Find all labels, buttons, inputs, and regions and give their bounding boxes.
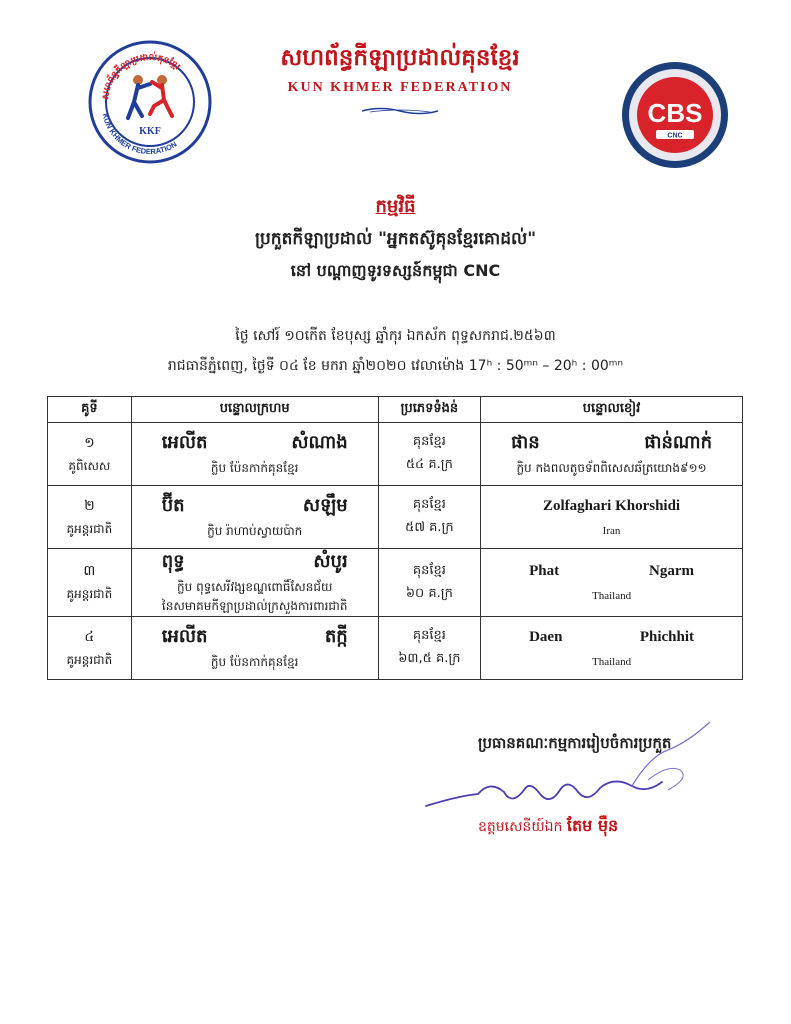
- event-name: ប្រកួតកីឡាប្រដាល់ "អ្នកតស៊ូគុនខ្មែរគោដល់": [254, 229, 537, 249]
- red-fighter-first-name: អេលីត: [161, 626, 208, 647]
- red-fighter-first-name: អេលីត: [161, 432, 208, 453]
- broadcast-venue: នៅ បណ្តាញទូរទស្សន៍កម្ពុជា CNC: [290, 261, 501, 280]
- kkf-logo: [88, 40, 212, 164]
- red-fighter-last-name: សំបូរ: [313, 551, 348, 572]
- header-red-corner: បន្ទោលក្រហម: [131, 397, 378, 423]
- bout-cell: [48, 617, 132, 680]
- red-fighter-first-name: ប៊ីត: [161, 495, 185, 516]
- cbs-logo: [620, 60, 730, 170]
- header-blue-corner: បន្ទោលខៀវ: [481, 397, 743, 423]
- program-title: កម្មវិធី: [375, 196, 416, 217]
- blue-fighter-name: Zolfaghari Khorshidi: [542, 497, 681, 514]
- weight-type: គុនខ្មែរ: [412, 562, 446, 578]
- red-fighter-first-name: ពុទ្ធ: [161, 551, 185, 572]
- red-fighter-last-name: តក្កី: [324, 626, 348, 647]
- red-fighter-club: ក្លិប ពុទ្ធសេរីវង្សខណ្ឌពោធិ៍សែនជ័យ: [177, 580, 333, 594]
- bout-number: ៤: [84, 628, 95, 645]
- red-corner-cell: [131, 423, 378, 486]
- table-row: [48, 549, 743, 617]
- bout-cell: [48, 549, 132, 617]
- weight-type: គុនខ្មែរ: [412, 628, 446, 643]
- bout-number: ៣: [83, 563, 96, 579]
- red-fighter-club: ក្លិប ប៉ែនកាក់គុនខ្មែរ: [210, 655, 299, 669]
- org-name-khmer: សហព័ន្ធកីឡាប្រដាល់គុនខ្មែរ: [280, 44, 520, 71]
- bout-category: គូអន្តរជាតិ: [66, 652, 113, 667]
- weight-type: គុនខ្មែរ: [412, 434, 446, 449]
- table-row: [48, 423, 743, 486]
- blue-corner-cell: [481, 423, 743, 486]
- blue-corner-cell: [481, 486, 743, 549]
- blue-corner-cell: [481, 617, 743, 680]
- blue-fighter-first-name: Daen: [529, 628, 563, 645]
- weight-value: ៦០ គ.ក្រ: [405, 585, 453, 601]
- weight-value: ៥៧ គ.ក្រ: [405, 520, 454, 535]
- svg-text:CBS: CBS: [647, 98, 703, 128]
- red-fighter-last-name: សឡឹម: [302, 495, 348, 516]
- svg-text:KKF: KKF: [139, 126, 161, 137]
- org-name-english: KUN KHMER FEDERATION: [287, 80, 513, 95]
- weight-cell: [378, 617, 480, 680]
- bout-cell: [48, 486, 132, 549]
- blue-corner-cell: [481, 549, 743, 617]
- fight-card-table: [47, 396, 743, 680]
- weight-value: ៥៤ គ.ក្រ: [405, 457, 453, 472]
- table-row: [48, 617, 743, 680]
- blue-fighter-last-name: Phichhit: [639, 628, 694, 645]
- weight-cell: [378, 423, 480, 486]
- red-fighter-club-affiliation: នៃសមាគមកីឡាប្រដាល់ក្រសួងការពារជាតិ: [161, 599, 348, 613]
- svg-text:សហព័ន្ធកីឡាប្រដាល់គុនខ្មែរ: សហព័ន្ធកីឡាប្រដាល់គុនខ្មែរ: [100, 52, 182, 101]
- bout-number: ១: [84, 434, 95, 451]
- blue-fighter-first-name: ផាន: [511, 432, 540, 453]
- red-fighter-club: ក្លិប រ៉ាហាប់ស្វាយប៉ាក: [207, 524, 303, 538]
- blue-fighter-first-name: Phat: [529, 563, 560, 579]
- weight-value: ៦៣,៥ គ.ក្រ: [398, 651, 461, 666]
- weight-type: គុនខ្មែរ: [412, 497, 446, 512]
- table-row: [48, 486, 743, 549]
- chair-title: ប្រធានគណៈកម្មការរៀបចំការប្រកួត: [478, 734, 672, 752]
- red-corner-cell: [131, 617, 378, 680]
- lunar-date: ថ្ងៃ សៅរ៍ ១០កើត ខែបុស្ស ឆ្នាំកុរ ឯកស័ក ពុទ្ធសករាជ.២៥៦៣: [235, 328, 556, 344]
- signer-name: តែម ម៉ឺន: [566, 816, 619, 835]
- divider-ornament-icon: [360, 104, 440, 118]
- blue-fighter-country: Iran: [602, 524, 621, 537]
- signer-rank: ឧត្តមសេនីយ៍ឯក: [478, 819, 567, 835]
- blue-fighter-last-name: Ngarm: [649, 563, 694, 579]
- header-bout: គូទី: [48, 397, 132, 423]
- weight-cell: [378, 549, 480, 617]
- handwritten-signature-icon: [418, 720, 728, 830]
- bout-cell: [48, 423, 132, 486]
- svg-text:KUN KHMER FEDERATION: KUN KHMER FEDERATION: [100, 112, 179, 157]
- blue-fighter-last-name: ផាន់ណាក់: [644, 432, 712, 453]
- event-date-time: រាជធានីភ្នំពេញ, ថ្ងៃទី ០៤ ខែ មករា ឆ្នាំ២០២០ វេលាម៉ោង 17ʰ : 50ᵐⁿ – 20ʰ : 00ᵐⁿ: [167, 358, 624, 374]
- red-fighter-club: ក្លិប ប៉ែនកាក់គុនខ្មែរ: [210, 461, 299, 475]
- red-corner-cell: [131, 549, 378, 617]
- svg-text:CNC: CNC: [667, 132, 683, 140]
- red-corner-cell: [131, 486, 378, 549]
- signer: [478, 815, 618, 839]
- bout-category: គូអន្តរជាតិ: [66, 587, 113, 601]
- blue-fighter-country: Thailand: [591, 655, 632, 668]
- bout-category: គូពិសេស: [68, 458, 111, 473]
- table-header-row: [48, 397, 743, 423]
- red-fighter-last-name: សំណាង: [291, 432, 348, 453]
- weight-cell: [378, 486, 480, 549]
- blue-fighter-country: Thailand: [591, 590, 632, 602]
- bout-category: គូអន្តរជាតិ: [66, 521, 113, 536]
- header-weight-class: ប្រភេទទំងន់: [378, 397, 480, 423]
- bout-number: ២: [84, 497, 95, 514]
- blue-fighter-club: ក្លិប កងពលតូចទ័ពពិសេសឆ័ត្រយោង៩១១: [516, 461, 707, 475]
